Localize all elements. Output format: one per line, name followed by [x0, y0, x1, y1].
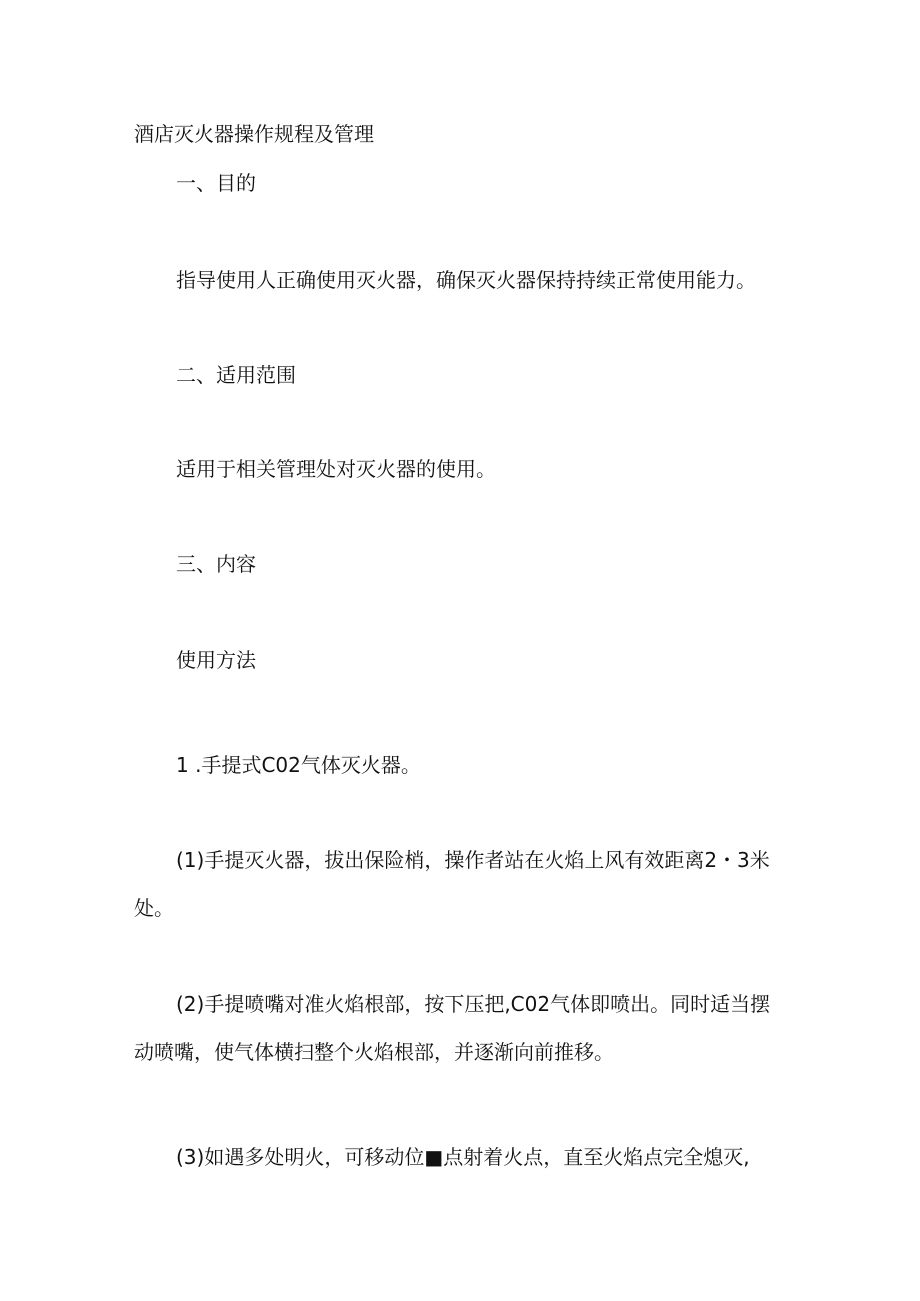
step-2-line-1: (2)手提喷嘴对准火焰根部，按下压把,C02气体即喷出。同时适当摆 — [176, 992, 771, 1016]
section-heading-content: 三、内容 — [176, 552, 256, 576]
step-1-line-1: (1)手提灭火器，拔出保险梢，操作者站在火焰上风有效距离2・3米 — [176, 848, 770, 872]
purpose-text: 指导使用人正确使用灭火器，确保灭火器保持持续正常使用能力。 — [176, 268, 756, 292]
step-2-line-2: 动喷嘴，使气体横扫整个火焰根部，并逐渐向前推移。 — [134, 1040, 614, 1064]
section-heading-purpose: 一、目的 — [176, 171, 256, 195]
section-heading-scope: 二、适用范围 — [176, 363, 296, 387]
step-3-line-1: (3)如遇多处明火，可移动位■点射着火点，直至火焰点完全熄灭, — [176, 1145, 750, 1169]
item-co2-extinguisher: 1 .手提式C02气体灭火器。 — [176, 753, 421, 777]
scope-text: 适用于相关管理处对灭火器的使用。 — [176, 457, 496, 481]
document-title: 酒店灭火器操作规程及管理 — [134, 122, 374, 146]
step-1-line-2: 处。 — [134, 896, 174, 920]
usage-heading: 使用方法 — [176, 648, 256, 672]
